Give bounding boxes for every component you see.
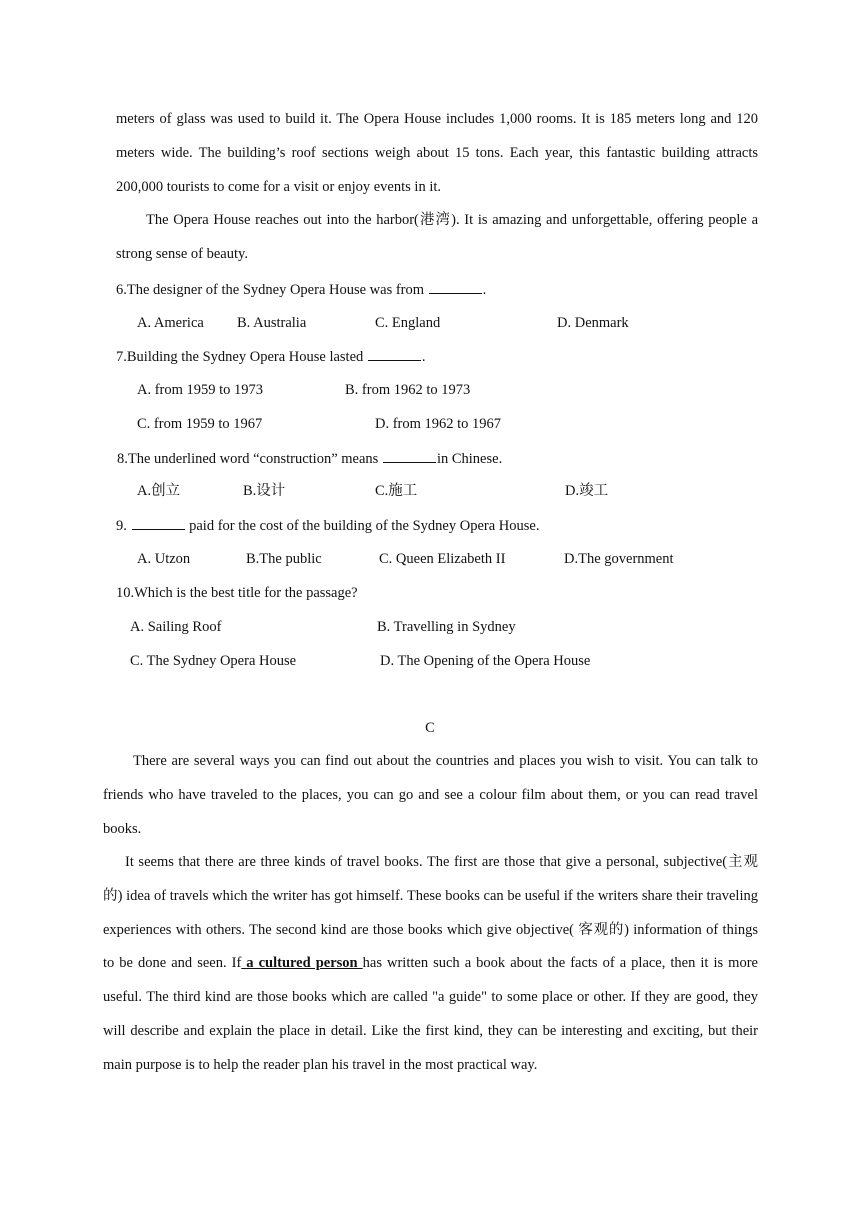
passage-c-paragraph-2-start: It seems that there are three kinds of travel books. The first are those that give a personal, subjective(主观的) idea of travels which the writer has got himself. These books can be useful if the writers share their traveling experiences with others. The second kind are those books which give objective( 客观的) information of things to be done and seen. If bbox=[103, 854, 758, 972]
question-7-option-a: A. from 1959 to 1973 bbox=[137, 382, 264, 398]
question-7-stem bbox=[116, 346, 426, 367]
answer-blank bbox=[368, 346, 421, 361]
passage-b-paragraph-1: meters of glass was used to build it. The Opera House includes 1,000 rooms. It is 185 meters long and 120 meters wide. The building’s roof sections weigh about 15 tons. Each year, this fantastic building attracts 200,000 tourists to come for a visit or enjoy events in it. bbox=[116, 111, 758, 195]
question-8-option-a: A.创立 bbox=[137, 483, 181, 499]
question-8-stem bbox=[117, 448, 502, 469]
question-6-stem-text: 6.The designer of the Sydney Opera House was from bbox=[116, 282, 428, 298]
answer-blank bbox=[429, 279, 482, 294]
question-6-option-d: D. Denmark bbox=[557, 315, 629, 331]
question-9-option-c: C. Queen Elizabeth II bbox=[379, 551, 506, 567]
question-7-stem-end: . bbox=[421, 349, 426, 365]
question-7-option-c: C. from 1959 to 1967 bbox=[137, 416, 263, 432]
question-9-stem bbox=[116, 515, 539, 536]
passage-c-paragraph-2 bbox=[103, 846, 758, 1083]
question-10-stem bbox=[116, 583, 358, 603]
question-9-stem-end: paid for the cost of the building of the Sydney Opera House. bbox=[185, 518, 540, 534]
question-6-option-a: A. America bbox=[137, 315, 204, 331]
question-9-option-b: B.The public bbox=[246, 551, 322, 567]
underlined-phrase: a cultured person bbox=[241, 955, 363, 972]
passage-b-paragraph-2 bbox=[116, 204, 758, 272]
passage-c-heading: C bbox=[425, 720, 435, 736]
answer-blank bbox=[383, 448, 436, 463]
question-6-option-c: C. England bbox=[375, 315, 441, 331]
question-7-stem-text: 7.Building the Sydney Opera House lasted bbox=[116, 349, 367, 365]
question-8-option-b: B.设计 bbox=[243, 483, 286, 499]
question-9-stem-text: 9. bbox=[116, 518, 131, 534]
passage-c-paragraph-1 bbox=[103, 745, 758, 846]
question-10-option-c: C. The Sydney Opera House bbox=[130, 653, 297, 669]
question-8-stem-end: in Chinese. bbox=[436, 451, 503, 467]
passage-c-paragraph-2-end: has written such a book about the facts of a place, then it is more useful. The third kind are those books which are called "a guide" to some place or other. If they are good, they will describe and explain the place in detail. Like the first kind, they can be interesting and exciting, but their main purpose is to help the reader plan his travel in the most practical way. bbox=[103, 955, 758, 1073]
question-10-option-d: D. The Opening of the Opera House bbox=[380, 653, 591, 669]
question-7-option-d: D. from 1962 to 1967 bbox=[375, 416, 502, 432]
question-10-stem-text: 10.Which is the best title for the passage? bbox=[116, 585, 358, 601]
question-8-option-c: C.施工 bbox=[375, 483, 418, 499]
question-10-option-a: A. Sailing Roof bbox=[130, 619, 222, 635]
question-9-option-d: D.The government bbox=[564, 551, 674, 567]
question-6-stem bbox=[116, 279, 486, 300]
passage-c-paragraph-1-text: There are several ways you can find out about the countries and places you wish to visit. You can talk to friends who have traveled to the places, you can go and see a colour film about them, or you can read travel books. bbox=[103, 753, 758, 837]
question-8-option-d: D.竣工 bbox=[565, 483, 609, 499]
question-9-option-a: A. Utzon bbox=[137, 551, 191, 567]
question-7-option-b: B. from 1962 to 1973 bbox=[345, 382, 471, 398]
question-10-option-b: B. Travelling in Sydney bbox=[377, 619, 516, 635]
question-8-stem-text: 8.The underlined word “construction” means bbox=[117, 451, 382, 467]
question-6-stem-end: . bbox=[482, 282, 487, 298]
passage-b-paragraph-2-text: The Opera House reaches out into the harbor(港湾). It is amazing and unforgettable, offering people a strong sense of beauty. bbox=[116, 212, 758, 262]
answer-blank bbox=[132, 515, 185, 530]
question-6-option-b: B. Australia bbox=[237, 315, 307, 331]
